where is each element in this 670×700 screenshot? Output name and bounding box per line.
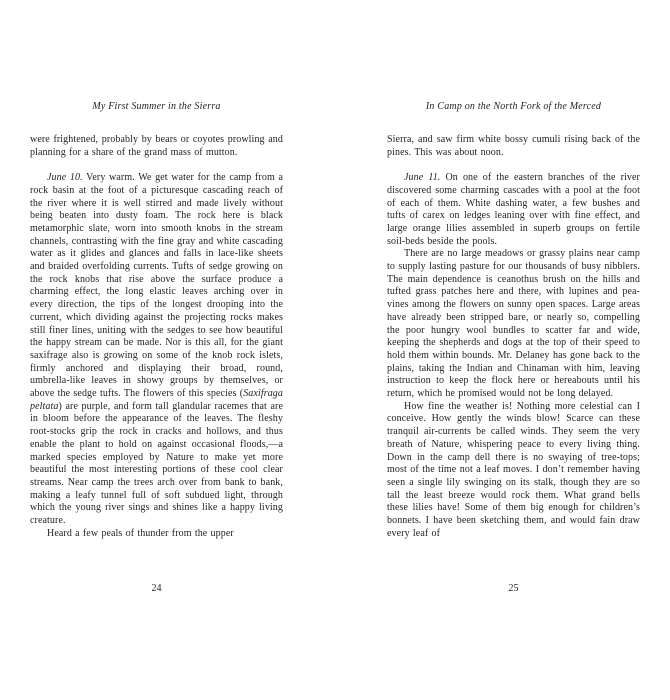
text-run: There are no large meadows or grassy plains near camp to supply lasting pasture for our thousands of busy nibblers. The main dependence is ceanothus brush on the hills and tufted grass patches here and there, with lupines and pea-vines among the flowers on sunny open spaces. Large areas have already been stripped bare, or nearly so, compelling the poor hungry wool bundles to scatter far and wide, keeping the shepherds and dogs at the top of their speed to hold them within bounds. Mr. Delaney has gone back to the plains, taking the Indian and Chinaman with him, leaving instruction to keep the flock here or hereabouts until his return, which he promised would not be long delayed. xyxy=(387,248,640,400)
page-body-right xyxy=(387,134,640,540)
paragraph xyxy=(387,134,640,159)
text-run: On one of the eastern branches of the river discovered some charming cascades with a pool at the foot of each of them. White dashing water, a few bushes and tufts of carex on ledges leaning over with fine effect, and large orange lilies assembled in superb groups on fertile soil-beds beside the pools. xyxy=(387,172,640,247)
paragraph xyxy=(30,134,283,159)
paragraph xyxy=(30,172,283,528)
page-right xyxy=(387,101,640,661)
page-number-right: 25 xyxy=(508,583,519,594)
text-run-italic: Saxifraga peltata xyxy=(30,388,283,412)
text-run-italic: June 10. xyxy=(47,172,83,184)
text-run: Heard a few peals of thunder from the upper xyxy=(47,527,234,539)
paragraph xyxy=(387,248,640,400)
text-run: Very warm. We get water for the camp from a rock basin at the foot of a picturesque cascading reach of the river where it is well stirred and made lively without being beaten into dusty foam. The rock here is black metamorphic slate, worn into smooth knobs in the stream channels, contrasting with the fine gray and white cascading water as it glides and glances and falls in lace-like sheets and braided overfolding currents. Tufts of sedge growing on the rock knobs that rise above the surface produce a charming effect, the long elastic leaves arching over in every direction, the tips of the longest drooping into the current, which dividing against the projecting rocks makes still finer lines, uniting with the sedges to see how beautiful the happy stream can be made. Nor is this all, for the giant saxifrage also is growing on some of the knob rock islets, firmly anchored and displaying their broad, round, umbrella-like leaves in showy groups by themselves, or above the sedge tufts. The flowers of this species ( xyxy=(30,172,283,400)
running-head-left: My First Summer in the Sierra xyxy=(92,101,221,112)
text-run: Sierra, and saw firm white bossy cumuli rising back of the pines. This was about noon. xyxy=(387,134,640,158)
text-run: How fine the weather is! Nothing more celestial can I conceive. How gently the winds blow! Scarce can these tranquil air-currents be called winds. They seem the very breath of Nature, whispering peace to every living thing. Down in the camp dell there is no swaying of tree-tops; most of the time not a leaf moves. I don’t remember having seen a single lily swinging on its stalk, though they are so tall the least breeze would rock them. What grand bells these lilies have! Some of them big enough for children’s bonnets. I have been sketching them, and would fain draw every leaf of xyxy=(387,400,640,539)
paragraph xyxy=(30,528,283,541)
page-number-left: 24 xyxy=(151,583,162,594)
page-body-left xyxy=(30,134,283,540)
paragraph xyxy=(387,401,640,541)
running-head-right: In Camp on the North Fork of the Merced xyxy=(425,101,602,112)
text-run-italic: June 11. xyxy=(404,172,441,184)
paragraph xyxy=(387,172,640,248)
text-run: were frightened, probably by bears or coyotes prowling and planning for a share of the grand mass of mutton. xyxy=(30,134,283,158)
page-left xyxy=(30,101,283,661)
text-run: ) are purple, and form tall glandular racemes that are in bloom before the appearance of the leaves. The fleshy root-stocks grip the rock in cracks and hollows, and thus enable the plant to hold on against occasional floods,—a marked species employed by Nature to make yet more beautiful the most interesting portions of these cool clear streams. Near camp the trees arch over from bank to bank, making a leafy tunnel full of soft subdued light, through which the young river sings and shines like a happy living creature. xyxy=(30,400,283,527)
